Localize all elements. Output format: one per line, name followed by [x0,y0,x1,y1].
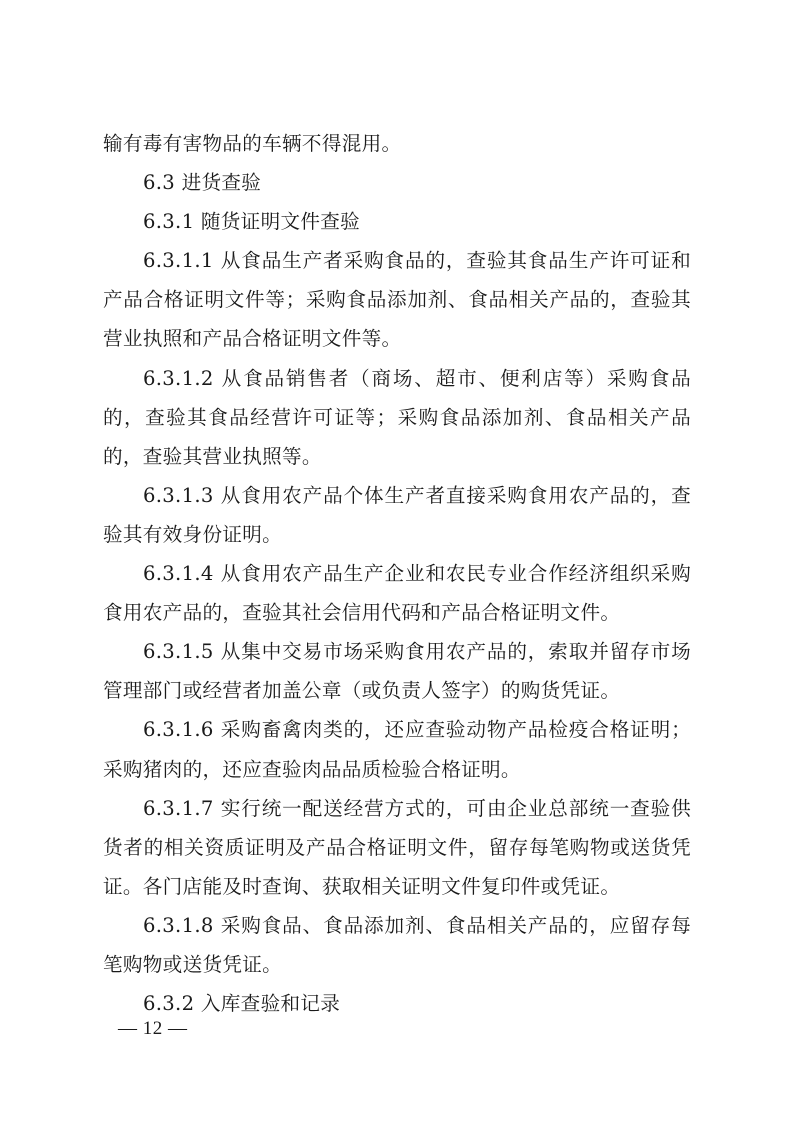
paragraph-continuation: 输有毒有害物品的车辆不得混用。 [103,132,402,155]
clause-6-3-1-2: 6.3.1.2 从食品销售者（商场、超市、便利店等）采购食品的，查验其食品经营许可证等；采购食品添加剂、食品相关产品的，查验其营业执照等。 [103,366,691,468]
clause-6-3-1-7: 6.3.1.7 实行统一配送经营方式的，可由企业总部统一查验供货者的相关资质证明及产品合格证明文件，留存每笔购物或送货凭证。各门店能及时查询、获取相关证明文件复印件或凭证。 [103,796,691,898]
clause-6-3-1-6: 6.3.1.6 采购畜禽肉类的，还应查验动物产品检疫合格证明；采购猪肉的，还应查验肉品品质检验合格证明。 [103,718,691,781]
document-body [103,124,691,1023]
section-heading-6-3: 6.3 进货查验 [143,171,262,195]
page-number: — 12 — [118,1018,188,1039]
clause-6-3-1-8: 6.3.1.8 采购食品、食品添加剂、食品相关产品的，应留存每笔购物或送货凭证。 [103,913,691,976]
section-heading-6-3-2: 6.3.2 入库查验和记录 [143,992,341,1016]
clause-6-3-1-1: 6.3.1.1 从食品生产者采购食品的，查验其食品生产许可证和产品合格证明文件等；采购食品添加剂、食品相关产品的，查验其营业执照和产品合格证明文件等。 [103,249,691,351]
section-heading-6-3-1: 6.3.1 随货证明文件查验 [143,210,361,234]
clause-6-3-1-4: 6.3.1.4 从食用农产品生产企业和农民专业合作经济组织采购食用农产品的，查验其社会信用代码和产品合格证明文件。 [103,562,691,625]
clause-6-3-1-5: 6.3.1.5 从集中交易市场采购食用农产品的，索取并留存市场管理部门或经营者加盖公章（或负责人签字）的购货凭证。 [103,640,691,703]
clause-6-3-1-3: 6.3.1.3 从食用农产品个体生产者直接采购食用农产品的，查验其有效身份证明。 [103,483,691,546]
